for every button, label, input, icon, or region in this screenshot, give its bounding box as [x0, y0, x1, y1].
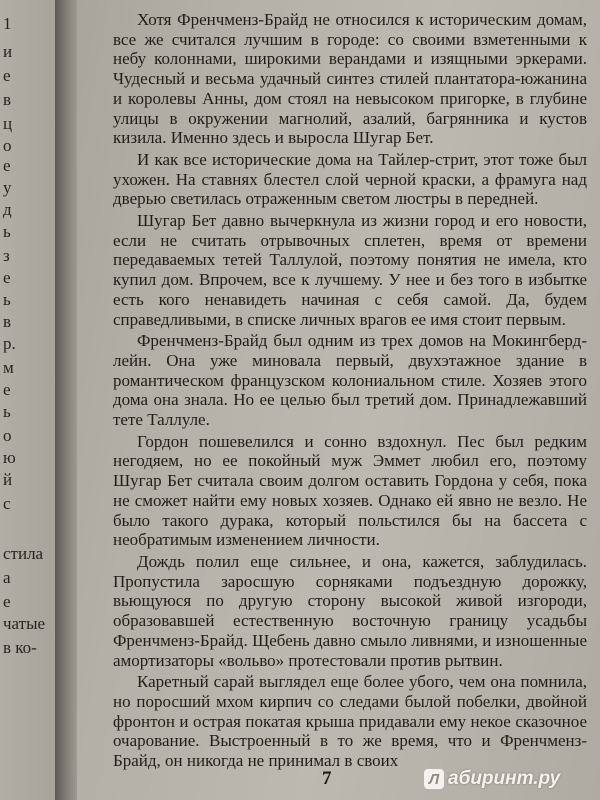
- left-page-fragment: 1: [3, 14, 12, 33]
- left-page-fragment: о: [3, 426, 12, 445]
- left-page-fragment: ь: [3, 402, 11, 421]
- left-page-fragment: стила: [3, 544, 44, 563]
- left-page-fragment: ю: [3, 448, 16, 467]
- left-page-fragment: е: [3, 592, 11, 611]
- book-gutter: [55, 0, 77, 800]
- paragraph: Френчменз-Брайд был одним из трех домов на Мокингберд-лейн. Она уже миновала первый, двухэтажное здание в романтическом французском колониальном стиле. Хозяев этого дома она знала. Но ее целью был третий дом. Принадлежавший тете Таллуле.: [113, 331, 587, 430]
- paragraph: Гордон пошевелился и сонно вздохнул. Пес был редким негодяем, но ее покойный муж Эммет любил его, поэтому Шугар Бет считала своим долгом оставить Гордона у себя, пока не сможет найти ему новых хозяев. Однако ей явно не везло. Не было такого дурака, который польстился бы на бассета с необратимым изменением личности.: [113, 431, 587, 550]
- left-page-fragment: ь: [3, 222, 11, 241]
- watermark-text: абиринт.ру: [448, 768, 561, 789]
- left-page-fragment: р.: [3, 334, 16, 353]
- paragraph: Каретный сарай выглядел еще более убого, чем она помнила, но поросший мхом кирпич со следами былой побелки, двойной фронтон и острая покатая крыша придавали ему некое сказочное очарование. Выстроенный в то же время, что и Френчменз-Брайд, он никогда не принимал в своих: [113, 672, 587, 771]
- page-number: 7: [322, 768, 332, 789]
- paragraph: Дождь полил еще сильнее, и она, кажется, заблудилась. Пропустила заросшую сорняками подъездную дорожку, вьющуюся по другую сторону высокой живой изгороди, образовавшей естественную восточную границу усадьбы Френчменз-Брайд. Щебень давно смыло ливнями, и изношенные амортизаторы «вольво» протестовали против рытвин.: [113, 551, 587, 670]
- left-page-edge: [0, 0, 58, 800]
- left-page-fragment: д: [3, 200, 12, 219]
- left-page-fragment: в: [3, 90, 12, 109]
- left-page-fragment: е: [3, 66, 11, 85]
- page-text: [113, 10, 587, 771]
- book-page: [76, 0, 600, 800]
- left-page-fragment: й: [3, 470, 13, 489]
- paragraph: И как все исторические дома на Тайлер-стрит, этот тоже был ухожен. На ставнях блестел слой черной краски, а фрамуга над дверью светилась отраженным светом люстры в передней.: [113, 149, 587, 209]
- labirint-logo-icon: Л: [424, 769, 444, 789]
- left-page-fragment: в ко-: [3, 638, 37, 657]
- left-page-fragment: в: [3, 312, 12, 331]
- left-page-fragment: е: [3, 156, 11, 175]
- watermark: [424, 768, 560, 790]
- left-page-fragment: м: [3, 358, 14, 377]
- left-page-fragment: а: [3, 568, 11, 587]
- left-page-fragment: с: [3, 494, 11, 513]
- left-page-fragment: ь: [3, 290, 11, 309]
- left-page-fragment: з: [3, 246, 10, 265]
- left-page-fragment: о: [3, 136, 12, 155]
- left-page-fragment: е: [3, 380, 11, 399]
- left-page-fragment: и: [3, 42, 13, 61]
- left-page-fragment: ц: [3, 114, 13, 133]
- left-page-fragment: е: [3, 268, 11, 287]
- left-page-fragment: у: [3, 178, 12, 197]
- paragraph: Хотя Френчменз-Брайд не относился к историческим домам, все же считался лучшим в городе: со своими взметенными к небу колоннами, широкими верандами и изящными эркерами. Чудесный и весьма удачный синтез стилей плантатора-южанина и королевы Анны, дом стоял на невысоком пригорке, в глубине улицы в окружении магнолий, азалий, багрянника и кустов кизила. Именно здесь и выросла Шугар Бет.: [113, 10, 587, 148]
- paragraph: Шугар Бет давно вычеркнула из жизни город и его новости, если не считать отрывочных сплетен, время от времени передаваемых тетей Таллулой, поэтому понятия не имела, кто купил дом. Впрочем, все к лучшему. У нее и без того в избытке есть кого ненавидеть начиная с себя самой. Да, будем справедливыми, в списке личных врагов ее имя стоит первым.: [113, 211, 587, 329]
- left-page-fragment: чатые: [3, 614, 46, 633]
